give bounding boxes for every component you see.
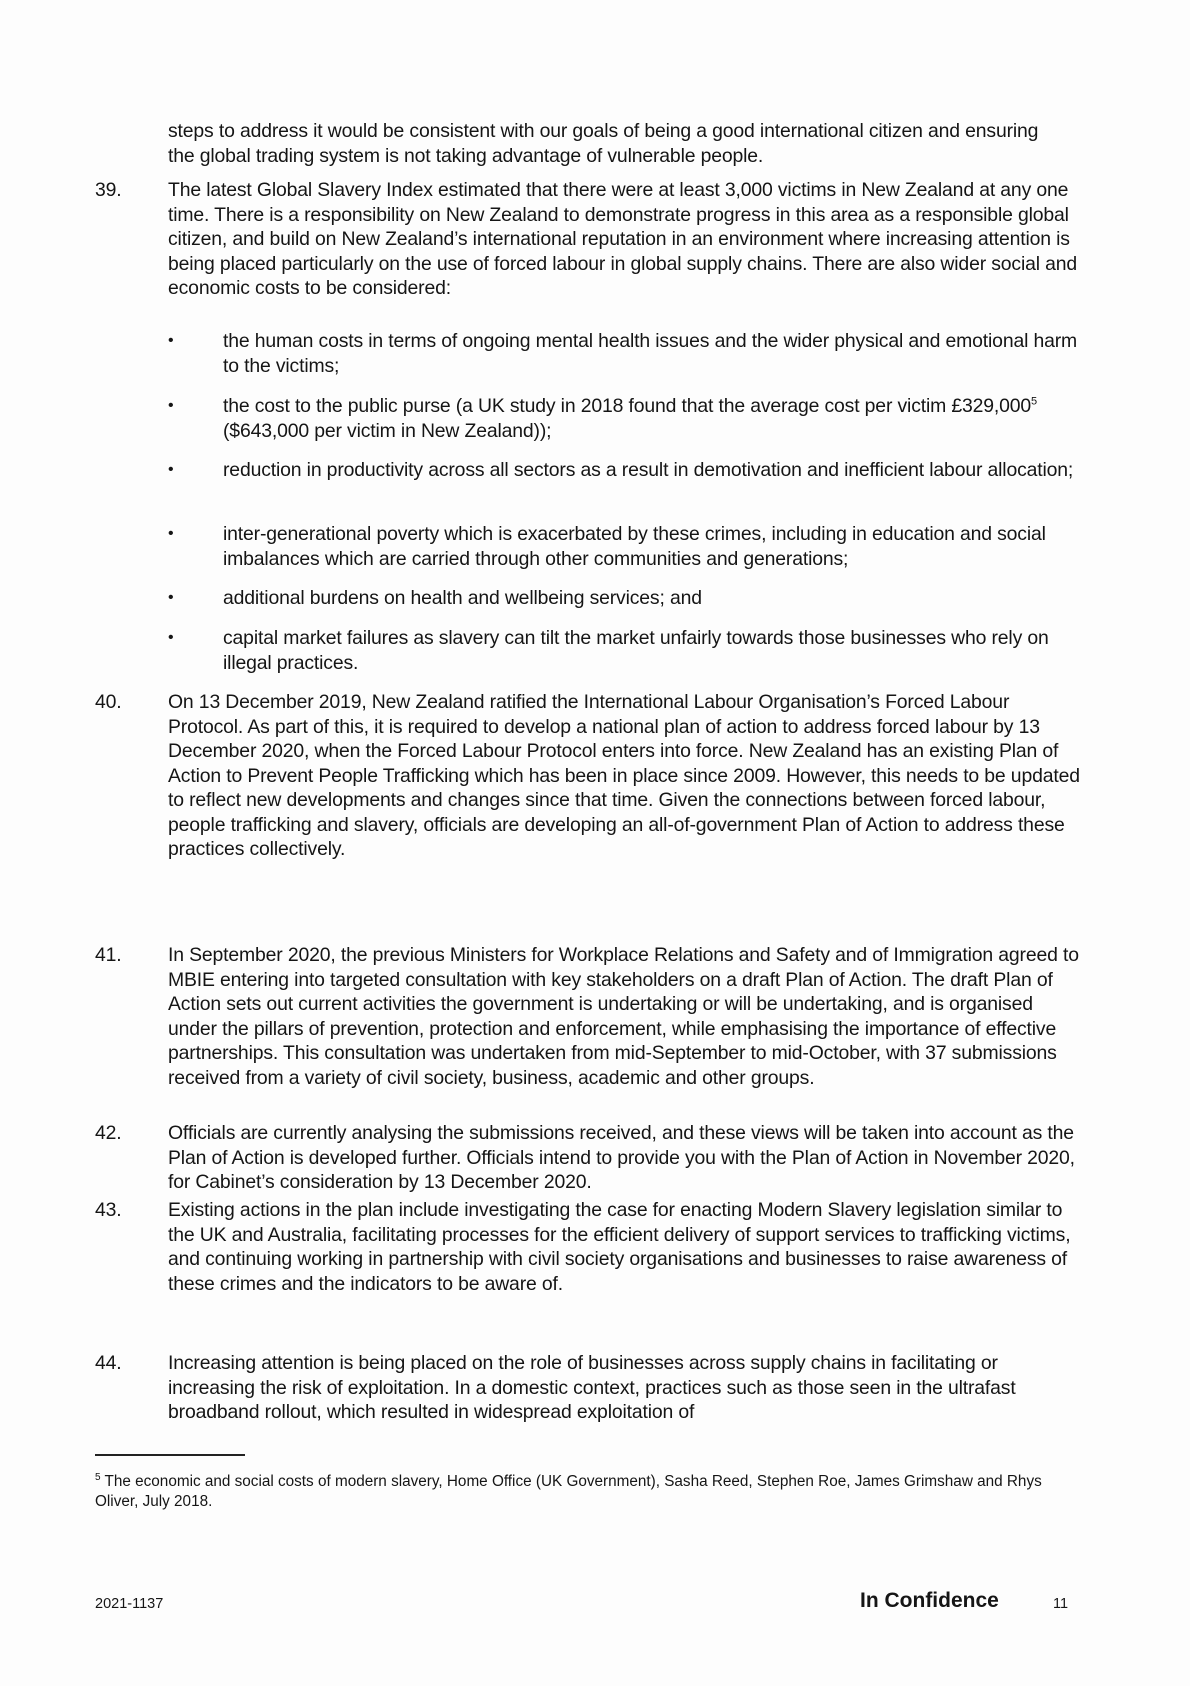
bullet-text: reduction in productivity across all sectors as a result in demotivation and inefficient labour allocation; xyxy=(223,459,1074,481)
bullet-text: inter-generational poverty which is exacerbated by these crimes, including in education and social imbalances which are carried through other communities and generations; xyxy=(223,523,1046,570)
paragraph-number: 41. xyxy=(95,944,122,966)
bullet-icon: • xyxy=(168,397,174,414)
bullet-icon: • xyxy=(168,629,174,646)
footnote-divider xyxy=(95,1454,245,1456)
paragraph-text: In September 2020, the previous Ministers for Workplace Relations and Safety and of Immigration agreed to MBIE entering into targeted consultation with key stakeholders on a draft Plan of Action. The draft Plan of Action sets out current activities the government is undertaking or will be undertaking, and is organised under the pillars of prevention, protection and enforcement, while emphasising the importance of effective partnerships. This consultation was undertaken from mid-September to mid-October, with 37 submissions received from a variety of civil society, business, academic and other groups. xyxy=(168,944,1079,1089)
paragraph-number: 44. xyxy=(95,1352,122,1374)
bullet-icon: • xyxy=(168,461,174,478)
footnote xyxy=(95,1472,1085,1512)
paragraph-number: 39. xyxy=(95,179,122,201)
continuation-paragraph: steps to address it would be consistent with our goals of being a good international citizen and ensuring the global trading system is not taking advantage of vulnerable people. xyxy=(168,120,1039,167)
bullet-icon: • xyxy=(168,589,174,606)
paragraph-text: Existing actions in the plan include investigating the case for enacting Modern Slavery legislation similar to the UK and Australia, facilitating processes for the efficient delivery of support services to trafficking victims, and continuing working in partnership with civil society organisations and businesses to raise awareness of these crimes and the indicators to be aware of. xyxy=(168,1199,1071,1295)
bullet-text: the human costs in terms of ongoing mental health issues and the wider physical and emotional harm to the victims; xyxy=(223,330,1078,377)
paragraph-number: 42. xyxy=(95,1122,122,1144)
paragraph-text: The latest Global Slavery Index estimated that there were at least 3,000 victims in New Zealand at any one time. There is a responsibility on New Zealand to demonstrate progress in this area as a responsible global citizen, and build on New Zealand’s international reputation in an environment where increasing attention is being placed particularly on the use of forced labour in global supply chains. There are also wider social and economic costs to be considered: xyxy=(168,179,1078,299)
bullet-text xyxy=(223,394,1083,443)
paragraph-text: On 13 December 2019, New Zealand ratified the International Labour Organisation’s Forced Labour Protocol. As part of this, it is required to develop a national plan of action to address forced labour by 13 December 2020, when the Forced Labour Protocol enters into force. New Zealand has an existing Plan of Action to Prevent People Trafficking which has been in place since 2009. However, this needs to be updated to reflect new developments and changes since that time. Given the connections between forced labour, people trafficking and slavery, officials are developing an all-of-government Plan of Action to address these practices collectively. xyxy=(168,691,1080,860)
paragraph-text: Increasing attention is being placed on the role of businesses across supply chains in facilitating or increasing the risk of exploitation. In a domestic context, practices such as those seen in the ultrafast broadband rollout, which resulted in widespread exploitation of xyxy=(168,1352,1016,1423)
bullet-text-part: ($643,000 per victim in New Zealand)); xyxy=(223,419,552,442)
paragraph-number: 43. xyxy=(95,1199,122,1221)
footnote-text: The economic and social costs of modern slavery, Home Office (UK Government), Sasha Reed, Stephen Roe, James Grimshaw and Rhys Oliver, July 2018. xyxy=(95,1473,1042,1510)
bullet-icon: • xyxy=(168,525,174,542)
bullet-icon: • xyxy=(168,332,174,349)
page-number: 11 xyxy=(1053,1596,1069,1612)
paragraph-number: 40. xyxy=(95,691,122,713)
footnote-reference[interactable]: 5 xyxy=(1031,395,1038,408)
bullet-text: capital market failures as slavery can tilt the market unfairly towards those businesses who rely on illegal practices. xyxy=(223,627,1049,674)
paragraph-text: Officials are currently analysing the submissions received, and these views will be taken into account as the Plan of Action is developed further. Officials intend to provide you with the Plan of Action in November 2020, for Cabinet’s consideration by 13 December 2020. xyxy=(168,1122,1075,1193)
bullet-text: additional burdens on health and wellbeing services; and xyxy=(223,587,702,609)
document-reference: 2021-1137 xyxy=(95,1596,164,1612)
bullet-text-part: the cost to the public purse (a UK study in 2018 found that the average cost per victim £329,000 xyxy=(223,395,1032,417)
footnote-number: 5 xyxy=(95,1471,101,1483)
classification-label: In Confidence xyxy=(860,1589,999,1612)
